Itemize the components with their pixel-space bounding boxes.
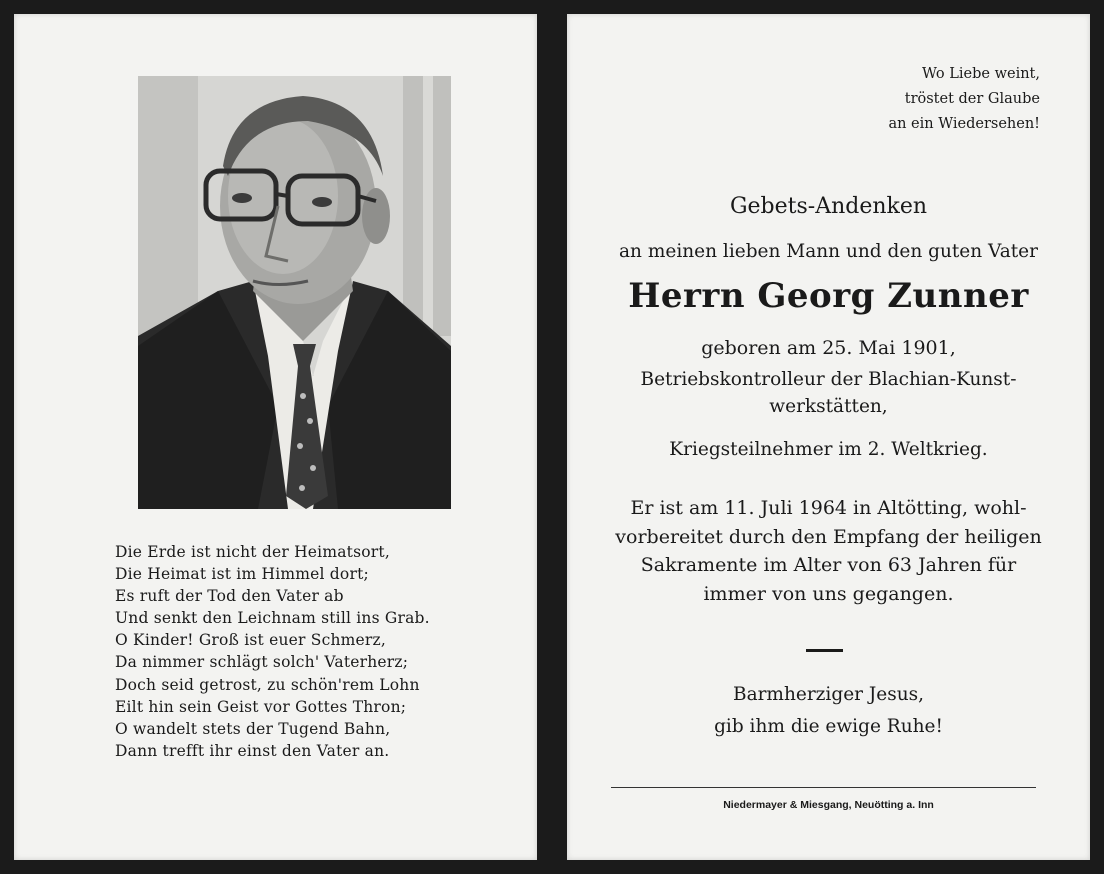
death-notice [567,494,1090,608]
birth-date: geboren am 25. Mai 1901, [701,337,956,359]
left-card-panel [14,14,537,860]
poem-line: Die Heimat ist im Himmel dort; [115,565,369,584]
prayer-line: gib ihm die ewige Ruhe! [714,716,943,737]
poem-line: O Kinder! Groß ist euer Schmerz, [115,631,387,650]
motto-line: tröstet der Glaube [904,91,1040,107]
motto [888,62,1040,137]
right-card-panel [567,14,1090,860]
poem-line: Eilt hin sein Geist vor Gottes Thron; [115,697,407,716]
divider-dash [806,649,843,652]
poem-line: Die Erde ist nicht der Heimatsort, [115,543,390,561]
poem-line: O wandelt stets der Tugend Bahn, [115,719,391,738]
prayer [567,679,1090,743]
poem-line: Dann trefft ihr einst den Vater an. [115,741,390,760]
occupation-line-1: Betriebskontrolleur der Blachian-Kunst- [640,369,1017,390]
footer-rule [611,787,1036,788]
dedication: an meinen lieben Mann und den guten Vater [619,241,1038,262]
deceased-name: Herrn Georg Zunner [628,276,1029,316]
poem-line: Doch seid getrost, zu schön'rem Lohn [115,675,420,694]
poem-line: Und senkt den Leichnam still ins Grab. [115,609,430,628]
printer-credit: Niedermayer & Miesgang, Neuötting a. Inn [723,799,934,811]
portrait-photo [138,76,451,509]
death-notice-line: Er ist am 11. Juli 1964 in Altötting, wohl- [630,497,1027,519]
poem-line: Es ruft der Tod den Vater ab [115,587,344,606]
card-heading: Gebets-Andenken [729,194,928,219]
death-notice-line: immer von uns gegangen. [703,582,954,605]
poem [115,541,515,762]
occupation-line-2: werkstätten, [769,396,888,417]
war-service: Kriegsteilnehmer im 2. Weltkrieg. [669,439,988,460]
portrait-illustration [138,76,451,509]
motto-line: an ein Wiedersehen! [888,116,1040,132]
death-notice-line: vorbereitet durch den Empfang der heiligen [615,525,1042,548]
death-notice-line: Sakramente im Alter von 63 Jahren für [640,554,1017,576]
motto-line: Wo Liebe weint, [922,66,1040,82]
prayer-line: Barmherziger Jesus, [732,684,925,705]
poem-line: Da nimmer schlägt solch' Vaterherz; [115,653,409,672]
